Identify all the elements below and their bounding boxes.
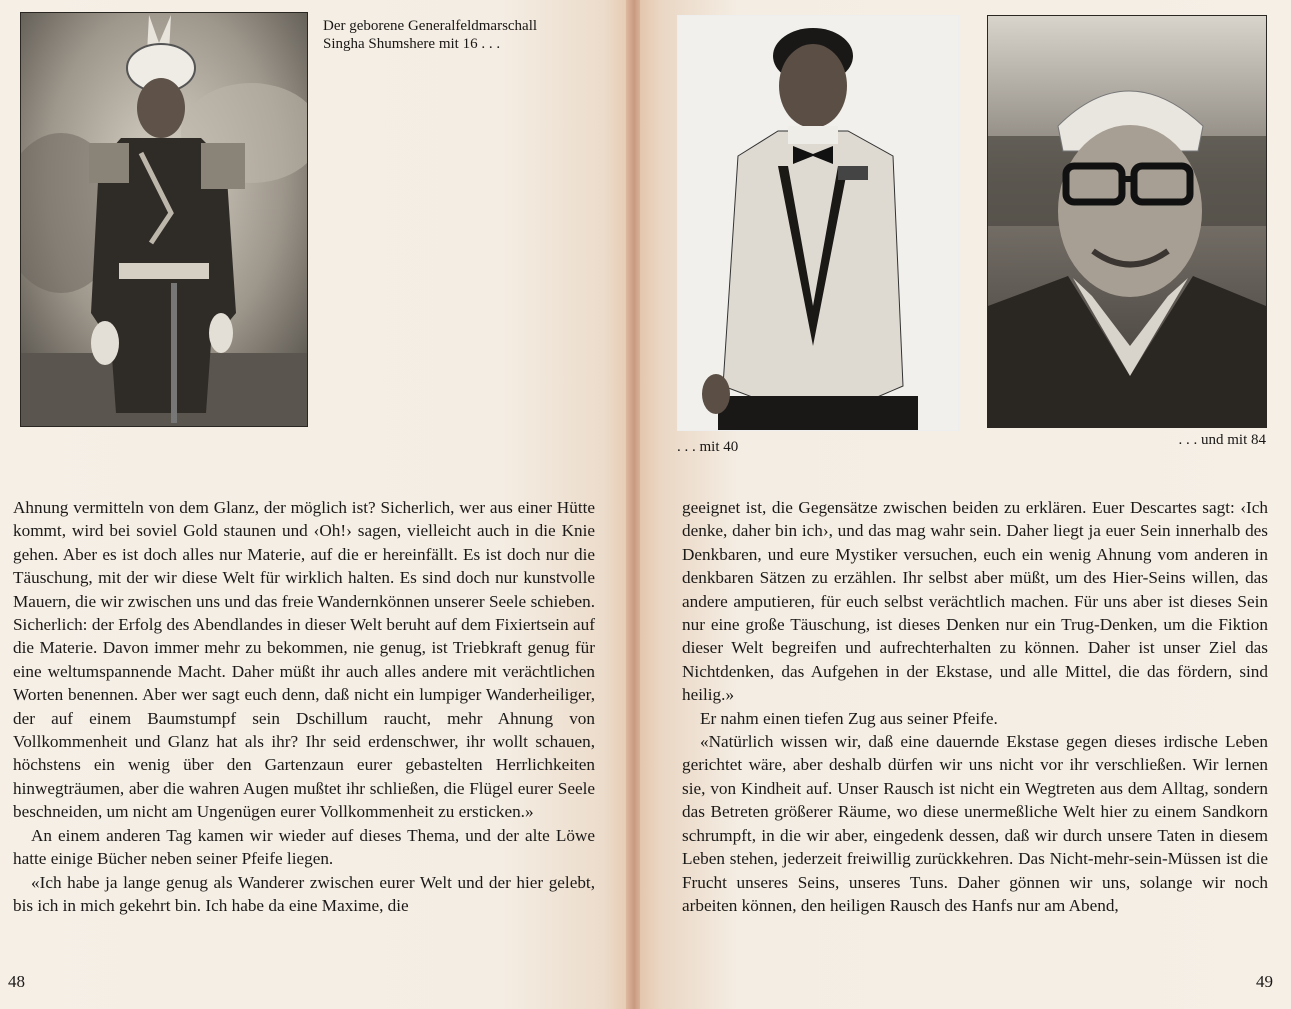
photo-caption-40: . . . mit 40 (677, 439, 739, 455)
paragraph-3: «Natürlich wissen wir, daß eine dauernde Ekstase gegen dieses irdische Leben gerichtet wäre, aber deshalb dürfen wir uns nicht vor ihr verschließen. Wir lernen sie, von Kindheit auf. Unser Rausch ist nicht ein Wegtreten aus dem Alltag, sondern das Betreten größerer Räume, wo diese unermeßliche Welt hier zu einem Sandkorn schrumpft, in die wir aber, eingedenk dessen, daß wir durch unsere Taten in diesem Leben stehen, jederzeit freiwillig zurückkehren. Das Nicht-mehr-sein-Müssen ist die Frucht unseres Seins, unseres Tuns. Daher gönnen wir uns, solange wir noch arbeiten können, den heiligen Rausch des Hanfs nur am Abend, (682, 732, 1268, 915)
paragraph-1: geeignet ist, die Gegensätze zwischen beiden zu erklären. Euer Descartes sagt: ‹Ich denke, daher bin ich›, und das mag wahr sein. Daher liegt ja euer Sein innerhalb des Denkbaren, und eure Mystiker versuchen, euch ein wenig Ahnung vom anderen in denkbaren Sätzen zu erzählen. Ihr selbst aber müßt, um des Hier-Seins willen, das andere amputieren, für euch selbst verächtlich machen. Für uns aber ist dieses Sein nur eine große Täuschung, ist dieses Denken nur ein Trug-Denken, um die Fiktion dieser Welt begreifen und aufrechterhalten zu können. Daher ist unser Ziel das Nichtdenken, das Aufgehen in der Ekstase, und alle Mittel, die das fördern, sind heilig.» (682, 498, 1268, 705)
paragraph-3: «Ich habe ja lange genug als Wanderer zwischen eurer Welt und der hier gelebt, bis ich in mich gekehrt bin. Ich habe da eine Maxime, die (13, 872, 595, 915)
photo-caption-16 (323, 17, 613, 53)
right-page-body (682, 496, 1268, 917)
page-number-left: 48 (8, 972, 25, 991)
portrait-40-image (678, 16, 958, 430)
paragraph-1: Ahnung vermitteln von dem Glanz, der möglich ist? Sicherlich, wer aus einer Hütte kommt, wird bei soviel Gold staunen und ‹Oh!› sagen, vielleicht auch in die Knie gehen. Aber es ist doch alles nur Materie, auf die er hereinfällt. Es ist doch nur die Täuschung, mit der wir diese Welt für wirklich halten. Es sind doch nur kunstvolle Mauern, die wir zwischen uns und das freie Wandernkönnen unserer Seele schieben. Sicherlich: der Erfolg des Abendlandes in dieser Welt beruht auf dem Fixiertsein auf die Materie. Davon immer mehr zu bekommen, nie genug, ist Triebkraft genug für eine weltumspannende Macht. Daher müßt ihr auch alles andere mit verächtlichen Worten benennen. Aber wer sagt euch denn, daß nicht ein lumpiger Wanderheiliger, der auf einem Baumstumpf sein Dschillum raucht, mehr Ahnung von Vollkommenheit und Glanz hat als ihr? Ihr seid erdenschwer, ihr wollt schauen, höchstens ein wenig über den Gartenzaun eurer gebastelten Herrlichkeiten hinwegträumen, aber die wahren Augen mußtet ihr schließen, die Flügel eurer Seele beschneiden, um nicht am Ungenügen eurer Vollkommenheit zu ersticken.» (13, 498, 595, 822)
portrait-16-image (21, 13, 307, 426)
left-page (0, 0, 628, 1009)
photo-caption-84: . . . und mit 84 (1178, 432, 1266, 448)
page-number-right: 49 (1256, 972, 1273, 991)
paragraph-2: Er nahm einen tiefen Zug aus seiner Pfeife. (700, 708, 998, 728)
portrait-84-image (988, 16, 1266, 427)
portrait-photo-age-84 (987, 15, 1267, 428)
caption-line-1: Der geborene Generalfeldmarschall (323, 18, 538, 34)
paragraph-2: An einem anderen Tag kamen wir wieder auf dieses Thema, und der alte Löwe hatte einige Bücher neben seiner Pfeife liegen. (13, 825, 595, 869)
portrait-photo-age-40 (677, 15, 959, 431)
right-page (640, 0, 1291, 1009)
portrait-photo-age-16 (20, 12, 308, 427)
caption-line-2: Singha Shumshere mit 16 . . . (323, 36, 501, 52)
left-page-body (13, 496, 595, 917)
